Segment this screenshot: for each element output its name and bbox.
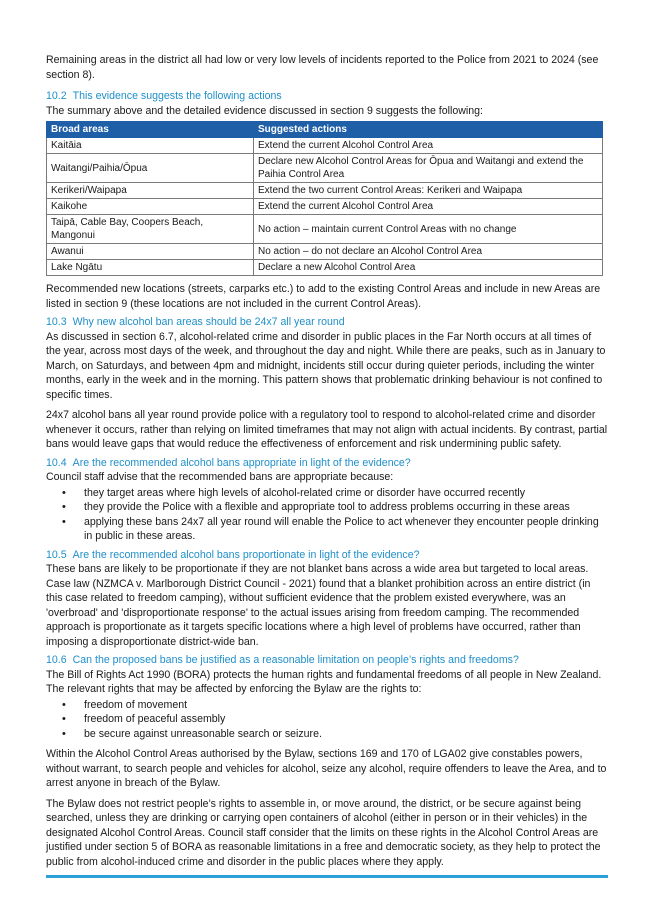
area-cell: Waitangi/Paihia/Ōpua [47, 154, 254, 183]
table-row [47, 154, 603, 183]
section-10-6-paragraph-2: Within the Alcohol Control Areas authorised by the Bylaw, sections 169 and 170 of LGA02 give constables powers, without warrant, to search people and vehicles for alcohol, seize any alcohol, require offenders to leave the Area, and to arrest anyone in breach of the Bylaw. [46, 748, 607, 789]
section-10-6-lead: The Bill of Rights Act 1990 (BORA) protects the human rights and fundamental freedoms of all people in New Zealand. The relevant rights that may be affected by enforcing the Bylaw are the rights to: [46, 668, 602, 695]
header-broad-areas: Broad areas [47, 122, 254, 138]
action-cell: Declare new Alcohol Control Areas for Ōpua and Waitangi and extend the Paihia Control Area [254, 154, 603, 183]
area-cell: Lake Ngātu [47, 260, 254, 276]
action-cell: Extend the current Alcohol Control Area [254, 138, 603, 154]
section-title: Are the recommended alcohol bans appropriate in light of the evidence? [72, 456, 411, 469]
action-cell: Extend the two current Control Areas: Kerikeri and Waipapa [254, 183, 603, 199]
list-item: • freedom of movement [46, 698, 608, 713]
section-10-3-paragraph-2: 24x7 alcohol bans all year round provide police with a regulatory tool to respond to alcohol-related crime and disorder whenever it occurs, rather than relying on limited timeframes that may not align with actual incidents. By contrast, partial bans would leave gaps that would reduce the effectiveness of enforcement and risk undermining public safety. [46, 409, 608, 450]
list-item: • freedom of peaceful assembly [46, 712, 608, 727]
section-title: Why new alcohol ban areas should be 24x7 all year round [72, 316, 345, 328]
section-title: Can the proposed bans be justified as a reasonable limitation on people’s rights and freedoms? [72, 654, 519, 666]
section-10-4-lead: Council staff advise that the recommended bans are appropriate because: [46, 471, 394, 483]
table-header-row [47, 122, 603, 138]
section-10-6-paragraph-3: The Bylaw does not restrict people’s rights to assemble in, or move around, the district, or be secure against being searched, unless they are drinking or carrying open containers of alcohol (either in person or in their vehicles) in the designated Alcohol Control Areas. Council staff consider that the limits on these rights in the Alcohol Control Areas are justified under section 5 of BORA as reasonable limitations in a free and democratic society, as they help to protect the public from alcohol-induced crime and disorder in the public places where they apply. [46, 797, 601, 868]
table-row [47, 138, 603, 154]
section-10-3-paragraph-1: As discussed in section 6.7, alcohol-related crime and disorder in public places in the Far North occurs at all times of the year, across most days of the week, and throughout the day and night. While there are peaks, such as in January to March, on Saturdays, and between 4pm and midnight, incidents still occur during quieter periods, including the winter months, early in the week and in the morning. This pattern shows that problematic drinking behaviour is not confined to specific times. [46, 330, 606, 401]
area-cell: Kaitāia [47, 138, 254, 154]
footer-rule [46, 875, 608, 878]
table-row [47, 215, 603, 244]
section-10-4-bullet-list [46, 486, 608, 544]
list-item: • be secure against unreasonable search or seizure. [46, 727, 608, 742]
section-title: Are the recommended alcohol bans proportionate in light of the evidence? [72, 548, 420, 561]
intro-paragraph: Remaining areas in the district all had low or very low levels of incidents reported to the Police from 2021 to 2024 (see section 8). [46, 54, 599, 81]
action-cell: No action – do not declare an Alcohol Control Area [254, 244, 603, 260]
section-10-5-paragraph: These bans are likely to be proportionate if they are not blanket bans across a wide area but targeted to local areas. Case law (NZMCA v. Marlborough District Council - 2021) found that a blanket prohibition across an entire district (in this case related to freedom camping), without sufficient evidence that the problem existed everywhere, was an 'overbroad' and 'disproportionate response' to the actual issues arising from freedom camping. The recommended approach is proportionate as it targets specific locations where a high level of problems have occurred, rather than imposing a disproportionate district-wide ban. [46, 563, 591, 648]
document-page [46, 53, 608, 869]
table-row [47, 244, 603, 260]
list-item: • applying these bans 24x7 all year round will enable the Police to act whenever they encounter people drinking in public in these areas. [46, 515, 608, 544]
section-number: 10.6 [46, 654, 67, 666]
suggested-actions-table [46, 121, 603, 276]
section-10-5-heading [46, 548, 608, 563]
list-item: • they provide the Police with a flexible and appropriate tool to address problems occurring in these areas [46, 500, 608, 515]
table-row [47, 260, 603, 276]
table-row [47, 199, 603, 215]
section-10-2-heading [46, 89, 608, 104]
section-10-3-heading [46, 315, 608, 330]
header-suggested-actions: Suggested actions [254, 122, 603, 138]
action-cell: Declare a new Alcohol Control Area [254, 260, 603, 276]
area-cell: Awanui [47, 244, 254, 260]
section-number: 10.3 [46, 316, 67, 328]
action-cell: No action – maintain current Control Areas with no change [254, 215, 603, 244]
section-10-2-lead: The summary above and the detailed evidence discussed in section 9 suggests the following: [46, 104, 483, 117]
section-10-4-heading [46, 456, 608, 471]
list-item: • they target areas where high levels of alcohol-related crime or disorder have occurred recently [46, 486, 608, 501]
section-10-6-bullet-list [46, 698, 608, 742]
table-row [47, 183, 603, 199]
section-number: 10.5 [46, 548, 67, 561]
section-title: This evidence suggests the following actions [72, 90, 282, 102]
action-cell: Extend the current Alcohol Control Area [254, 199, 603, 215]
area-cell: Kerikeri/Waipapa [47, 183, 254, 199]
section-10-6-heading [46, 653, 608, 668]
section-10-2-after-table: Recommended new locations (streets, carparks etc.) to add to the existing Control Areas and include in new Areas are listed in section 9 (these locations are not included in the current Control Areas). [46, 283, 601, 310]
area-cell: Kaikohe [47, 199, 254, 215]
area-cell: Taipā, Cable Bay, Coopers Beach, Mangonui [47, 215, 254, 244]
section-number: 10.2 [46, 90, 67, 102]
section-number: 10.4 [46, 456, 67, 469]
